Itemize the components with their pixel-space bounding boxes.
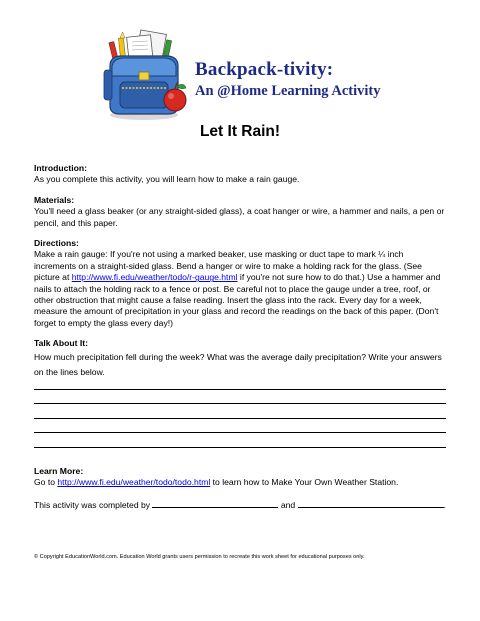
introduction-text: As you complete this activity, you will learn how to make a rain gauge. bbox=[34, 174, 300, 185]
learn-more-text-end: to learn how to Make Your Own Weather Station. bbox=[210, 477, 399, 488]
second-name-blank[interactable] bbox=[298, 499, 444, 508]
worksheet-content bbox=[34, 163, 446, 520]
answer-lines bbox=[34, 389, 446, 448]
logo-backpack-pocket bbox=[120, 82, 168, 108]
answer-line[interactable] bbox=[34, 418, 446, 419]
answer-line[interactable] bbox=[34, 432, 446, 433]
answer-line[interactable] bbox=[34, 389, 446, 390]
completion-row bbox=[34, 499, 446, 511]
learn-more-heading: Learn More: bbox=[34, 466, 84, 477]
completion-prefix: This activity was completed by bbox=[34, 499, 151, 510]
logo-apple bbox=[164, 89, 186, 111]
learn-more-text-start: Go to bbox=[34, 477, 58, 488]
materials-section bbox=[34, 195, 446, 229]
introduction-section bbox=[34, 163, 446, 186]
backpack-with-apple-icon bbox=[98, 26, 190, 122]
logo-buckle bbox=[139, 72, 149, 80]
talk-about-it-heading: Talk About It: bbox=[34, 338, 88, 349]
brand-title: Backpack-tivity: bbox=[195, 59, 334, 80]
learn-more-section bbox=[34, 466, 446, 511]
first-name-blank[interactable] bbox=[152, 499, 278, 508]
talk-about-it-text: How much precipitation fell during the week? What was the average daily precipitation? Write your answers on the lines below. bbox=[34, 351, 442, 377]
answer-line[interactable] bbox=[34, 403, 446, 404]
directions-text-start: Make a rain gauge: If you're not using a marked beaker, use masking or duct tape to mark ¼ inch increments on a straight-sided glass. Bend a hanger or wire to make a holding rack for the glass. (See picture at bbox=[34, 249, 422, 283]
materials-heading: Materials: bbox=[34, 194, 75, 205]
materials-text: You'll need a glass beaker (or any straight-sided glass), a coat hanger or wire, a hammer and nails, a pen or pencil, and this paper. bbox=[34, 206, 445, 228]
introduction-heading: Introduction: bbox=[34, 163, 87, 173]
brand-subtitle: An @Home Learning Activity bbox=[195, 83, 381, 99]
copyright-notice: © Copyright EducationWorld.com. Education World grants users permission to recreate this work sheet for educational purposes only. bbox=[34, 554, 365, 560]
directions-text-end: if you're not sure how to do that.) Use a hammer and nails to attach the holding rack to a fence or post. Be careful not to place the gauge under a tree, roof, or other obstruction that might cause a false reading. Insert the glass into the rack. Every day for a week, measure the amount of precipitation in your glass and record the readings on the back of this paper. (Don't forget to empty the glass every day!) bbox=[34, 272, 441, 328]
answer-line[interactable] bbox=[34, 447, 446, 448]
directions-section bbox=[34, 238, 446, 329]
rain-gauge-link[interactable]: http://www.fi.edu/weather/todo/r-gauge.html bbox=[71, 272, 238, 283]
talk-about-it-section bbox=[34, 338, 446, 448]
page-title: Let It Rain! bbox=[199, 123, 281, 140]
directions-text bbox=[34, 249, 446, 329]
completion-suffix: . bbox=[443, 499, 446, 510]
brand-block bbox=[195, 60, 380, 99]
weather-station-link[interactable]: http://www.fi.edu/weather/todo/todo.html bbox=[57, 477, 211, 488]
directions-heading: Directions: bbox=[34, 238, 79, 249]
completion-middle: and bbox=[280, 499, 296, 510]
learn-more-text bbox=[34, 477, 446, 488]
